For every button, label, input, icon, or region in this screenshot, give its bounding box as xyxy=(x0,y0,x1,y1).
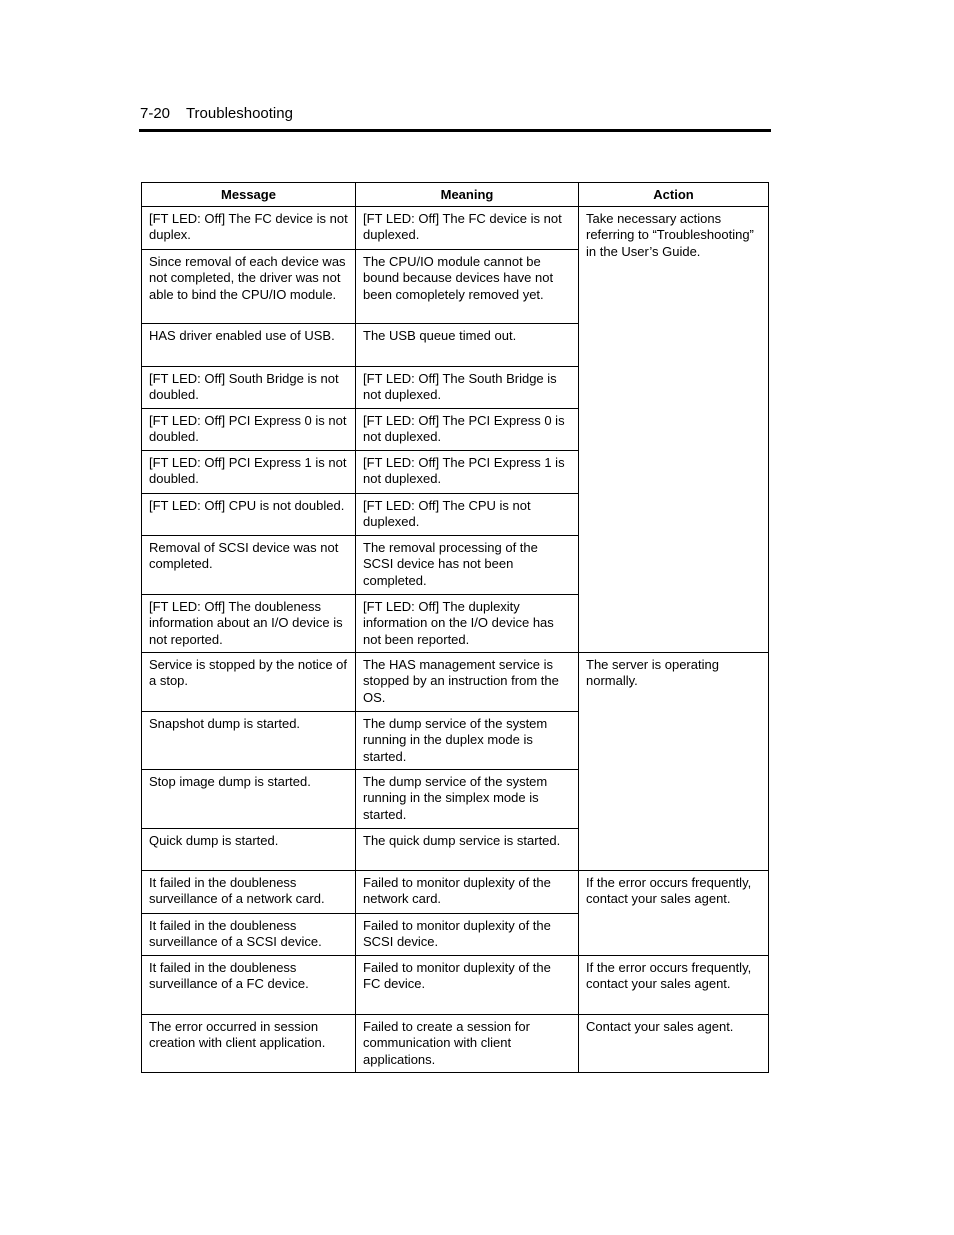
table-row xyxy=(142,1015,769,1073)
message-cell: It failed in the doubleness surveillance of a FC device. xyxy=(142,956,356,1015)
message-cell: Service is stopped by the notice of a stop. xyxy=(142,653,356,712)
message-cell: Quick dump is started. xyxy=(142,829,356,871)
section-title: Troubleshooting xyxy=(185,105,293,122)
column-header-action: Action xyxy=(579,183,769,207)
page-number: 7-20 xyxy=(140,105,171,122)
message-cell: Stop image dump is started. xyxy=(142,770,356,829)
meaning-cell: The dump service of the system running in the simplex mode is started. xyxy=(356,770,579,829)
message-cell: [FT LED: Off] PCI Express 1 is not doubled. xyxy=(142,451,356,494)
column-header-meaning: Meaning xyxy=(356,183,579,207)
action-cell: The server is operating normally. xyxy=(579,653,769,871)
message-cell: It failed in the doubleness surveillance of a SCSI device. xyxy=(142,914,356,956)
action-cell: If the error occurs frequently, contact your sales agent. xyxy=(579,956,769,1015)
message-cell: Removal of SCSI device was not completed. xyxy=(142,536,356,595)
table-row xyxy=(142,871,769,914)
meaning-cell: The dump service of the system running in the duplex mode is started. xyxy=(356,712,579,770)
message-cell: [FT LED: Off] PCI Express 0 is not doubled. xyxy=(142,409,356,451)
meaning-cell: Failed to monitor duplexity of the network card. xyxy=(356,871,579,914)
meaning-cell: The CPU/IO module cannot be bound because devices have not been comopletely removed yet. xyxy=(356,250,579,324)
meaning-cell: [FT LED: Off] The PCI Express 0 is not duplexed. xyxy=(356,409,579,451)
table-row xyxy=(142,653,769,712)
meaning-cell: Failed to create a session for communication with client applications. xyxy=(356,1015,579,1073)
action-cell: If the error occurs frequently, contact your sales agent. xyxy=(579,871,769,956)
meaning-cell: [FT LED: Off] The CPU is not duplexed. xyxy=(356,494,579,536)
message-cell: It failed in the doubleness surveillance of a network card. xyxy=(142,871,356,914)
message-cell: Snapshot dump is started. xyxy=(142,712,356,770)
meaning-cell: [FT LED: Off] The South Bridge is not duplexed. xyxy=(356,367,579,409)
message-table xyxy=(141,182,769,1073)
message-cell: The error occurred in session creation with client application. xyxy=(142,1015,356,1073)
message-cell: [FT LED: Off] The FC device is not duplex. xyxy=(142,207,356,250)
message-cell: [FT LED: Off] CPU is not doubled. xyxy=(142,494,356,536)
action-cell: Take necessary actions referring to “Troubleshooting” in the User’s Guide. xyxy=(579,207,769,653)
action-cell: Contact your sales agent. xyxy=(579,1015,769,1073)
table-row xyxy=(142,956,769,1015)
page-header xyxy=(140,104,771,124)
meaning-cell: The removal processing of the SCSI device has not been completed. xyxy=(356,536,579,595)
message-cell: [FT LED: Off] South Bridge is not doubled. xyxy=(142,367,356,409)
meaning-cell: [FT LED: Off] The duplexity information on the I/O device has not been reported. xyxy=(356,595,579,653)
table-row xyxy=(142,207,769,250)
message-cell: HAS driver enabled use of USB. xyxy=(142,324,356,367)
table-header-row xyxy=(142,183,769,207)
meaning-cell: The USB queue timed out. xyxy=(356,324,579,367)
meaning-cell: The HAS management service is stopped by an instruction from the OS. xyxy=(356,653,579,712)
header-rule xyxy=(139,129,771,132)
meaning-cell: [FT LED: Off] The PCI Express 1 is not duplexed. xyxy=(356,451,579,494)
meaning-cell: The quick dump service is started. xyxy=(356,829,579,871)
meaning-cell: Failed to monitor duplexity of the SCSI device. xyxy=(356,914,579,956)
meaning-cell: [FT LED: Off] The FC device is not duplexed. xyxy=(356,207,579,250)
meaning-cell: Failed to monitor duplexity of the FC device. xyxy=(356,956,579,1015)
column-header-message: Message xyxy=(142,183,356,207)
message-cell: Since removal of each device was not completed, the driver was not able to bind the CPU/IO module. xyxy=(142,250,356,324)
message-cell: [FT LED: Off] The doubleness information about an I/O device is not reported. xyxy=(142,595,356,653)
